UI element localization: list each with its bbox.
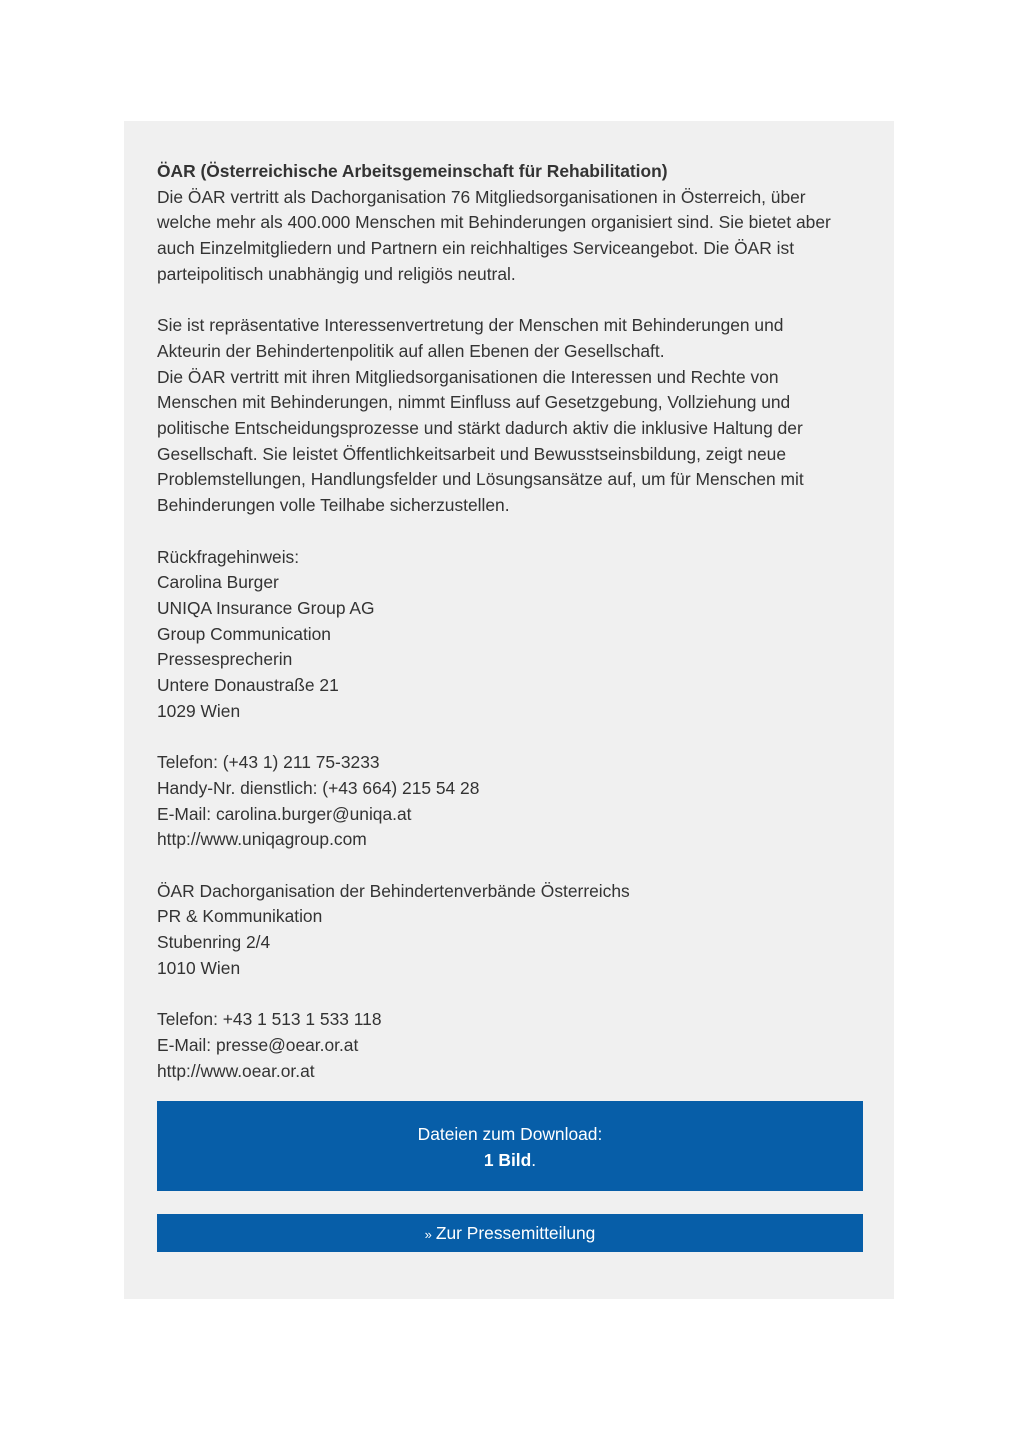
about-p2-line-7: Problemstellungen, Handlungsfelder und Lösungsansätze auf, um für Menschen mit: [157, 469, 804, 490]
about-p1-line-2: welche mehr als 400.000 Menschen mit Behinderungen organisiert sind. Sie bietet aber: [157, 212, 831, 233]
press-release-button-label: Zur Pressemitteilung: [435, 1223, 596, 1243]
oear-street: Stubenring 2/4: [157, 932, 271, 953]
about-title: ÖAR (Österreichische Arbeitsgemeinschaft für Rehabilitation): [157, 161, 668, 181]
about-p2-line-8: Behinderungen volle Teilhabe sicherzustellen.: [157, 495, 510, 516]
press-release-panel: [124, 121, 894, 1299]
press-release-button[interactable]: [157, 1214, 863, 1252]
contact-email[interactable]: E-Mail: carolina.burger@uniqa.at: [157, 803, 412, 824]
about-p2-line-5: politische Entscheidungsprozesse und stärkt dadurch aktiv die inklusive Haltung der: [157, 418, 803, 439]
contact-heading: Rückfragehinweis:: [157, 546, 300, 567]
contact-mobile: Handy-Nr. dienstlich: (+43 664) 215 54 28: [157, 777, 480, 798]
contact-name: Carolina Burger: [157, 572, 279, 593]
spacer: [157, 981, 863, 1007]
oear-city: 1010 Wien: [157, 957, 241, 978]
oear-phone: Telefon: +43 1 513 1 533 118: [157, 1009, 382, 1030]
spacer: [157, 519, 863, 545]
chevron-right-icon: »: [424, 1227, 432, 1242]
contact-department: Group Communication: [157, 623, 331, 644]
about-p2-line-6: Gesellschaft. Sie leistet Öffentlichkeitsarbeit und Bewusstseinsbildung, zeigt neue: [157, 443, 786, 464]
about-p1-line-3: auch Einzelmitgliedern und Partnern ein reichhaltiges Serviceangebot. Die ÖAR ist: [157, 238, 795, 259]
about-p2-line-1: Sie ist repräsentative Interessenvertretung der Menschen mit Behinderungen und: [157, 315, 784, 336]
about-p2-line-3: Die ÖAR vertritt mit ihren Mitgliedsorganisationen die Interessen und Rechte von: [157, 366, 779, 387]
spacer: [157, 853, 863, 879]
download-count-suffix: .: [531, 1149, 537, 1170]
about-p1-line-1: Die ÖAR vertritt als Dachorganisation 76 Mitgliedsorganisationen in Österreich, über: [157, 186, 806, 207]
contact-role: Pressesprecherin: [157, 649, 293, 670]
press-release-text: [157, 159, 863, 1084]
spacer: [157, 724, 863, 750]
spacer: [157, 288, 863, 314]
download-box[interactable]: [157, 1101, 863, 1191]
download-label: Dateien zum Download:: [417, 1124, 603, 1144]
about-p2-line-2: Akteurin der Behindertenpolitik auf allen Ebenen der Gesellschaft.: [157, 340, 665, 361]
oear-department: PR & Kommunikation: [157, 906, 323, 927]
contact-company: UNIQA Insurance Group AG: [157, 597, 375, 618]
contact-street: Untere Donaustraße 21: [157, 675, 339, 696]
about-p2-line-4: Menschen mit Behinderungen, nimmt Einfluss auf Gesetzgebung, Vollziehung und: [157, 392, 791, 413]
contact-phone: Telefon: (+43 1) 211 75-3233: [157, 752, 380, 773]
download-count-line[interactable]: [157, 1148, 863, 1174]
oear-email[interactable]: E-Mail: presse@oear.or.at: [157, 1034, 359, 1055]
oear-organisation: ÖAR Dachorganisation der Behindertenverbände Österreichs: [157, 880, 630, 901]
download-count[interactable]: 1 Bild: [483, 1149, 532, 1170]
contact-city: 1029 Wien: [157, 700, 241, 721]
about-p1-line-4: parteipolitisch unabhängig und religiös neutral.: [157, 263, 516, 284]
contact-website-link[interactable]: http://www.uniqagroup.com: [157, 829, 367, 850]
oear-website-link[interactable]: http://www.oear.or.at: [157, 1060, 315, 1081]
